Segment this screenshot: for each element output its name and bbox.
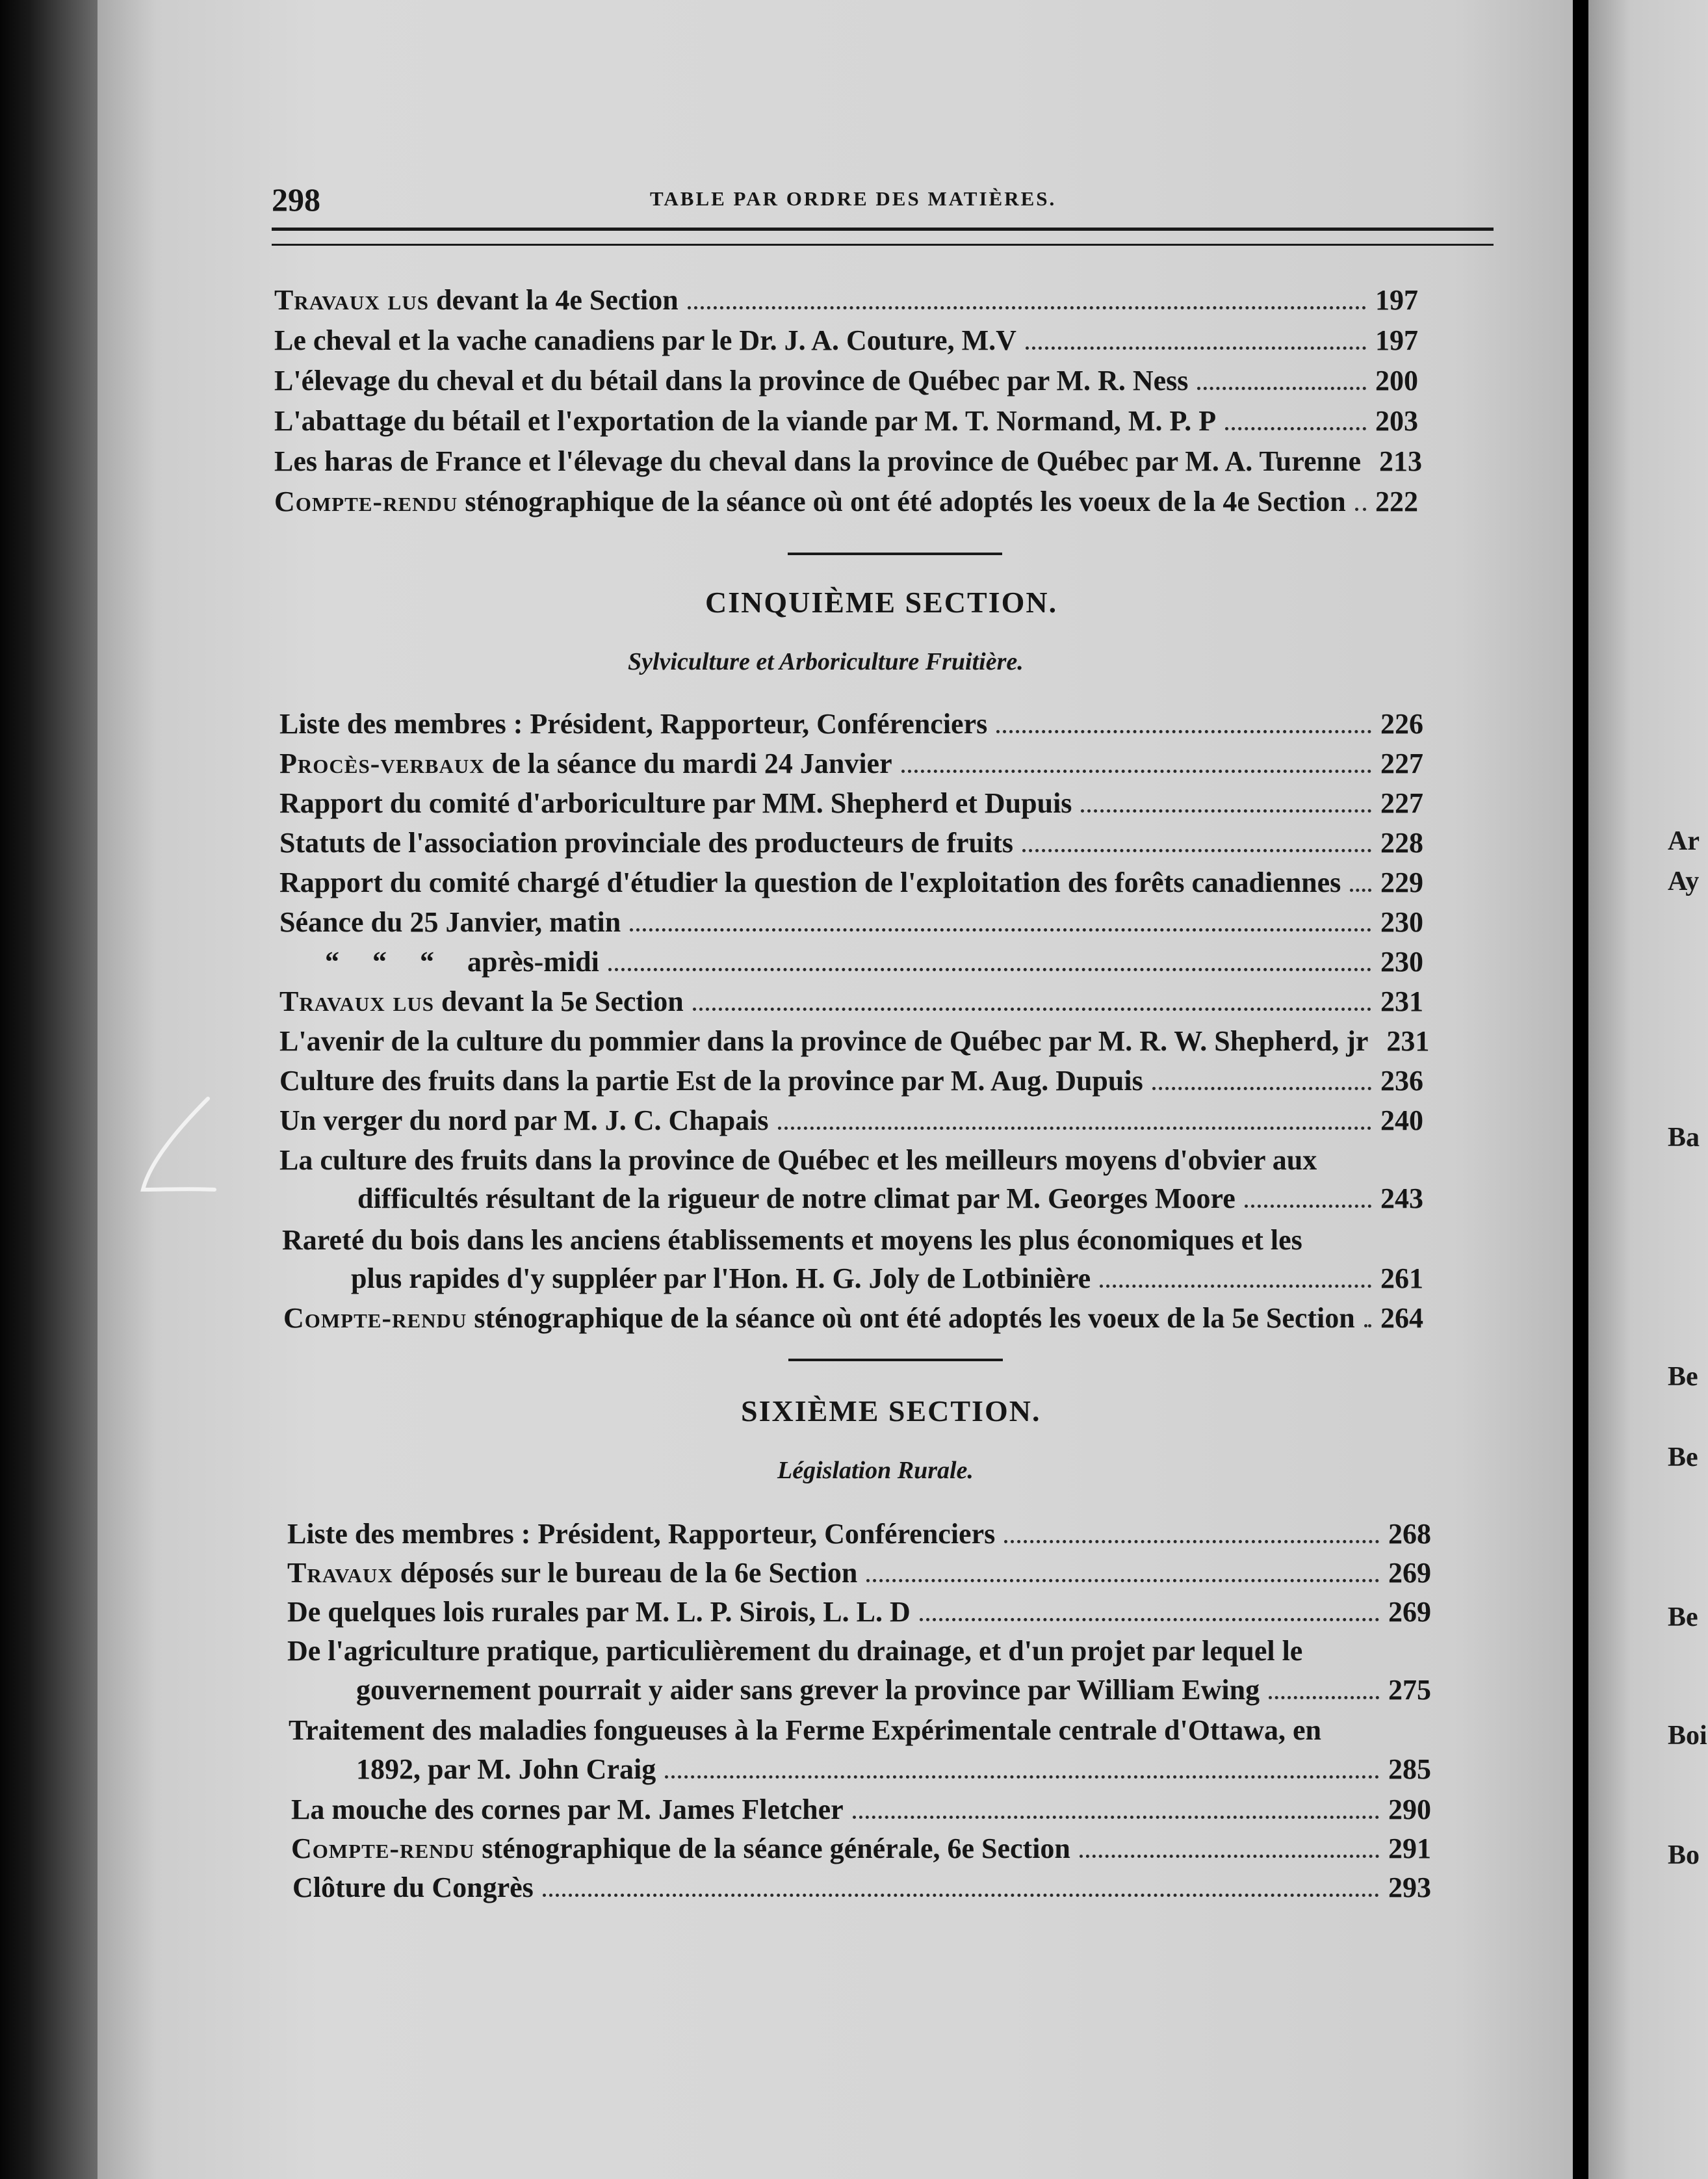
entry-page: 197 — [1375, 324, 1418, 356]
dot-leader — [1350, 889, 1371, 892]
entry-page: 275 — [1388, 1674, 1431, 1706]
entry-page: 269 — [1388, 1557, 1431, 1589]
entry-label: Séance du 25 Janvier, matin — [279, 906, 621, 938]
entry-label: Le cheval et la vache canadiens par le Dr. J. A. Couture, M.V — [274, 324, 1016, 356]
entry-label-text: sténographique de la séance où ont été adoptés les voeux de la 5e Section — [467, 1302, 1355, 1334]
entry-label: Rapport du comité d'arboriculture par MM. Shepherd et Dupuis — [279, 787, 1072, 819]
entry-page: 240 — [1380, 1104, 1423, 1136]
dot-leader — [778, 1127, 1371, 1130]
entry-label: Les haras de France et l'élevage du cheval dans la province de Québec par M. A. Turenne — [274, 445, 1361, 477]
dot-leader — [608, 968, 1371, 971]
page-gutter — [1573, 0, 1588, 2179]
entry-label: L'élevage du cheval et du bétail dans la province de Québec par M. R. Ness — [274, 365, 1189, 397]
entry-page: 230 — [1380, 946, 1423, 978]
adjacent-page-fragment: Ay — [1668, 867, 1700, 896]
entry-page: 227 — [1380, 787, 1423, 819]
dot-leader — [1026, 346, 1366, 350]
entry-page: 269 — [1388, 1596, 1431, 1628]
entry-label-continuation: 1892, par M. John Craig — [356, 1753, 656, 1785]
entry-page: 243 — [1380, 1182, 1423, 1214]
entry-page: 229 — [1380, 867, 1423, 898]
adjacent-page-fragment: Be — [1668, 1442, 1698, 1472]
entry-label-continuation: plus rapides d'y suppléer par l'Hon. H. G. Joly de Lotbinière — [351, 1262, 1091, 1294]
entry-label: Liste des membres : Président, Rapporteur, Conférenciers — [287, 1518, 996, 1550]
dot-leader — [665, 1775, 1379, 1779]
section-5-title: CINQUIÈME SECTION. — [705, 586, 1058, 619]
section-6-title: SIXIÈME SECTION. — [741, 1394, 1041, 1428]
toc-entry — [274, 445, 1422, 477]
entry-label-prefix: Compte-rendu — [283, 1302, 467, 1334]
entry-page: 264 — [1380, 1302, 1423, 1334]
entry-label: La culture des fruits dans la province de Québec et les meilleurs moyens d'obvier aux — [279, 1144, 1317, 1176]
entry-label: Liste des membres : Président, Rapporteur, Conférenciers — [279, 708, 988, 740]
entry-label: De l'agriculture pratique, particulièrement du drainage, et d'un projet par lequel le — [287, 1635, 1303, 1667]
dot-leader — [1355, 508, 1366, 511]
entry-label-text: déposés sur le bureau de la 6e Section — [393, 1557, 858, 1589]
entry-label — [287, 1559, 857, 1587]
entry-label — [283, 1304, 1355, 1333]
entry-label: “ “ “ après-midi — [325, 946, 599, 978]
dot-leader — [1245, 1205, 1371, 1208]
toc-entry — [279, 1025, 1430, 1057]
toc-entry — [274, 286, 1418, 315]
toc-entry — [291, 1795, 1431, 1824]
dot-leader — [1152, 1087, 1371, 1090]
entry-page: 222 — [1375, 486, 1418, 517]
entry-label-prefix: Procès-verbaux — [279, 748, 485, 779]
entry-label-prefix: Travaux lus — [274, 284, 429, 316]
entry-label-text: sténographique de la séance générale, 6e Section — [474, 1833, 1070, 1864]
toc-entry — [279, 868, 1423, 897]
toc-entry — [356, 1676, 1431, 1704]
entry-page: 197 — [1375, 284, 1418, 316]
toc-entry — [287, 1520, 1431, 1548]
entry-label-text: sténographique de la séance où ont été adoptés les voeux de la 4e Section — [458, 486, 1346, 517]
section-separator — [788, 1359, 1003, 1361]
entry-label — [274, 286, 679, 315]
entry-label: Un verger du nord par M. J. C. Chapais — [279, 1104, 769, 1136]
dot-leader — [693, 1008, 1371, 1011]
entry-page: 231 — [1386, 1025, 1430, 1057]
section-6-subtitle: Législation Rurale. — [777, 1457, 974, 1484]
entry-label: Culture des fruits dans la partie Est de la province par M. Aug. Dupuis — [279, 1065, 1143, 1097]
toc-entry — [287, 1559, 1431, 1587]
toc-entry — [274, 407, 1418, 436]
header-rule — [272, 228, 1494, 246]
dot-leader — [1022, 849, 1371, 852]
book-binding-shadow — [0, 0, 97, 2179]
entry-label: L'abattage du bétail et l'exportation de la viande par M. T. Normand, M. P. P — [274, 405, 1217, 437]
entry-page: 203 — [1375, 405, 1418, 437]
entry-label-prefix: Compte-rendu — [291, 1833, 475, 1864]
entry-label — [279, 750, 892, 778]
entry-label-prefix: Compte-rendu — [274, 486, 458, 517]
dot-leader — [630, 928, 1371, 932]
toc-entry — [279, 710, 1423, 738]
dot-leader — [996, 730, 1371, 733]
entry-page: 231 — [1380, 985, 1423, 1017]
section-separator — [788, 553, 1002, 555]
dot-leader — [920, 1618, 1379, 1621]
dot-leader — [1269, 1696, 1379, 1699]
entry-page: 228 — [1380, 827, 1423, 859]
section-5-subtitle: Sylviculture et Arboriculture Fruitière. — [628, 648, 1024, 675]
entry-label: De quelques lois rurales par M. L. P. Sirois, L. L. D — [287, 1596, 911, 1628]
pencil-mark — [136, 1092, 221, 1203]
toc-entry — [279, 1067, 1423, 1095]
dot-leader — [543, 1894, 1379, 1897]
entry-page: 285 — [1388, 1753, 1431, 1785]
entry-label-text: devant la 5e Section — [433, 985, 684, 1017]
entry-label: L'avenir de la culture du pommier dans la province de Québec par M. R. W. Shepherd, jr — [279, 1025, 1369, 1057]
entry-page: 291 — [1388, 1833, 1431, 1864]
toc-entry — [279, 789, 1423, 818]
toc-entry — [279, 750, 1423, 778]
toc-entry — [274, 367, 1418, 395]
adjacent-page-edge — [1588, 0, 1708, 2179]
entry-page: 227 — [1380, 748, 1423, 779]
adjacent-page-fragment: Bo — [1668, 1840, 1700, 1870]
entry-label: Rapport du comité chargé d'étudier la question de l'exploitation des forêts canadiennes — [279, 867, 1341, 898]
dot-leader — [853, 1816, 1379, 1819]
adjacent-page-fragment: Ba — [1668, 1123, 1700, 1153]
dot-leader — [688, 306, 1366, 309]
toc-entry — [292, 1873, 1431, 1902]
dot-leader — [1004, 1540, 1379, 1543]
entry-page: 226 — [1380, 708, 1423, 740]
entry-label-continuation: gouvernement pourrait y aider sans grever la province par William Ewing — [356, 1674, 1260, 1706]
entry-page: 293 — [1388, 1872, 1431, 1903]
dot-leader — [1081, 809, 1371, 813]
page-number: 298 — [272, 181, 320, 218]
dot-leader — [1364, 1324, 1371, 1327]
dot-leader — [1080, 1855, 1379, 1858]
adjacent-page-fragment: Boi — [1668, 1721, 1707, 1751]
running-head: TABLE PAR ORDRE DES MATIÈRES. — [650, 187, 1057, 210]
entry-page: 290 — [1388, 1794, 1431, 1825]
entry-label: Clôture du Congrès — [292, 1872, 534, 1903]
entry-label: Statuts de l'association provinciale des producteurs de fruits — [279, 827, 1013, 859]
entry-label-prefix: Travaux — [287, 1557, 393, 1589]
entry-page: 200 — [1375, 365, 1418, 397]
adjacent-page-fragment: Be — [1668, 1602, 1698, 1632]
entry-label-prefix: Travaux lus — [279, 985, 434, 1017]
toc-entry — [274, 326, 1418, 355]
toc-entry — [279, 829, 1423, 857]
dot-leader — [901, 770, 1371, 773]
toc-entry — [325, 948, 1423, 976]
toc-entry — [279, 908, 1423, 937]
toc-entry — [279, 1106, 1423, 1135]
entry-label-text: de la séance du mardi 24 Janvier — [484, 748, 892, 779]
dot-leader — [1225, 427, 1366, 430]
toc-entry — [287, 1598, 1431, 1626]
entry-page: 230 — [1380, 906, 1423, 938]
toc-entry — [357, 1184, 1423, 1213]
entry-page: 261 — [1380, 1262, 1423, 1294]
toc-entry — [283, 1304, 1423, 1333]
entry-label: Traitement des maladies fongueuses à la Ferme Expérimentale centrale d'Ottawa, en — [289, 1714, 1322, 1746]
entry-label — [274, 488, 1346, 516]
toc-entry — [351, 1264, 1423, 1293]
toc-entry — [291, 1834, 1431, 1863]
toc-entry — [356, 1755, 1431, 1784]
adjacent-page-fragment: Be — [1668, 1362, 1698, 1392]
dot-leader — [1197, 387, 1366, 390]
entry-label-continuation: difficultés résultant de la rigueur de notre climat par M. Georges Moore — [357, 1182, 1236, 1214]
dot-leader — [1100, 1285, 1371, 1288]
entry-label: La mouche des cornes par M. James Fletcher — [291, 1794, 844, 1825]
adjacent-page-fragment: Ar — [1668, 826, 1700, 856]
dot-leader — [866, 1579, 1379, 1582]
entry-page: 236 — [1380, 1065, 1423, 1097]
entry-page: 268 — [1388, 1518, 1431, 1550]
entry-page: 213 — [1379, 445, 1422, 477]
entry-label: Rareté du bois dans les anciens établissements et moyens les plus économiques et les — [282, 1224, 1302, 1256]
entry-label-text: devant la 4e Section — [428, 284, 679, 316]
toc-entry — [274, 488, 1418, 516]
entry-label — [279, 987, 684, 1016]
entry-label — [291, 1834, 1070, 1863]
toc-entry — [279, 987, 1423, 1016]
